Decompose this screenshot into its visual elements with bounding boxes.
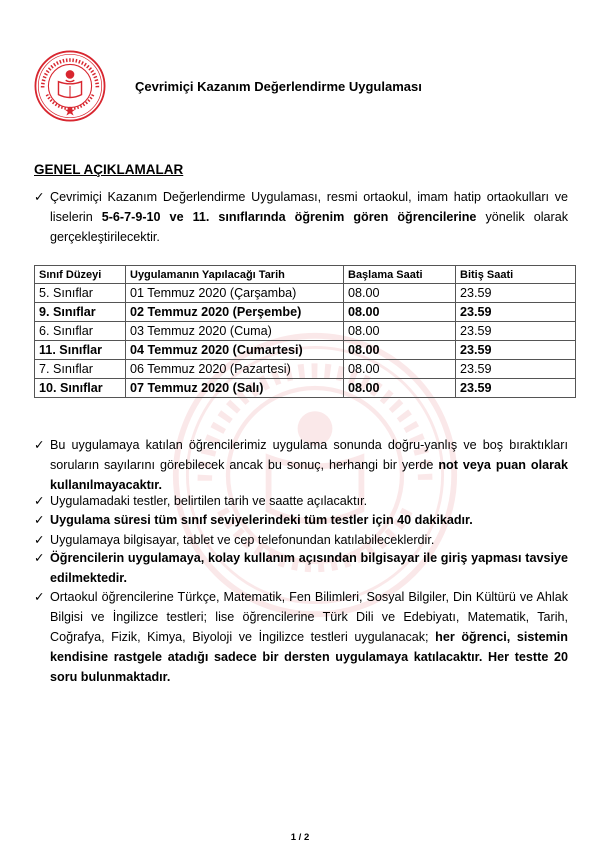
cell-level: 9. Sınıflar — [35, 303, 126, 322]
col-header-date: Uygulamanın Yapılacağı Tarih — [126, 266, 344, 284]
cell-end: 23.59 — [456, 360, 576, 379]
bullet-bold: not veya puan olarak kullanılmayacaktır. — [50, 458, 568, 492]
table-row — [35, 284, 576, 303]
col-header-end: Bitiş Saati — [456, 266, 576, 284]
cell-start: 08.00 — [344, 303, 456, 322]
table-row — [35, 322, 576, 341]
check-icon: ✓ — [34, 590, 45, 604]
cell-level: 7. Sınıflar — [35, 360, 126, 379]
bullet-devices — [34, 530, 568, 550]
bullet-bold: Uygulama süresi tüm sınıf seviyelerindeki tüm testler için 40 dakikadır. — [50, 513, 473, 527]
check-icon: ✓ — [34, 438, 45, 452]
bullet-subjects — [34, 587, 568, 687]
cell-level: 11. Sınıflar — [35, 341, 126, 360]
cell-end: 23.59 — [456, 303, 576, 322]
cell-end: 23.59 — [456, 284, 576, 303]
cell-start: 08.00 — [344, 360, 456, 379]
col-header-level: Sınıf Düzeyi — [35, 266, 126, 284]
cell-end: 23.59 — [456, 341, 576, 360]
check-icon: ✓ — [34, 190, 45, 204]
cell-level: 6. Sınıflar — [35, 322, 126, 341]
cell-date: 07 Temmuz 2020 (Salı) — [126, 379, 344, 398]
bullet-recommendation — [34, 548, 568, 588]
cell-date: 04 Temmuz 2020 (Cumartesi) — [126, 341, 344, 360]
cell-end: 23.59 — [456, 379, 576, 398]
bullet-bold: her öğrenci, sistemin kendisine rastgele atadığı sadece bir dersten uygulamaya katılacaktır. Her testte 20 soru bulunmaktadır. — [50, 630, 568, 684]
table-header-row — [35, 266, 576, 284]
bullet-results — [34, 435, 568, 495]
cell-start: 08.00 — [344, 284, 456, 303]
intro-text-1: Çevrimiçi Kazanım Değerlendirme Uygulaması, resmi ortaokul, imam hatip ortaokulları ve liselerin — [50, 190, 568, 224]
cell-date: 03 Temmuz 2020 (Cuma) — [126, 322, 344, 341]
col-header-start: Başlama Saati — [344, 266, 456, 284]
cell-start: 08.00 — [344, 341, 456, 360]
table-row — [35, 360, 576, 379]
table-row — [35, 379, 576, 398]
table-row — [35, 341, 576, 360]
cell-date: 06 Temmuz 2020 (Pazartesi) — [126, 360, 344, 379]
schedule-table — [34, 265, 576, 398]
document-title: Çevrimiçi Kazanım Değerlendirme Uygulaması — [135, 79, 422, 94]
cell-date: 01 Temmuz 2020 (Çarşamba) — [126, 284, 344, 303]
meb-seal-logo-icon — [34, 50, 106, 122]
cell-date: 02 Temmuz 2020 (Perşembe) — [126, 303, 344, 322]
table-row — [35, 303, 576, 322]
cell-start: 08.00 — [344, 322, 456, 341]
check-icon: ✓ — [34, 551, 45, 565]
bullet-text: Bu uygulamaya katılan öğrencilerimiz uygulama sonunda doğru-yanlış ve boş bıraktıkları soruların sayılarını görebilecek ancak bu sonuç, herhangi bir yerde — [50, 438, 568, 472]
cell-start: 08.00 — [344, 379, 456, 398]
page-number: 1 / 2 — [290, 832, 310, 843]
bullet-duration — [34, 510, 568, 530]
intro-text-2: yönelik olarak gerçekleştirilecektir. — [50, 210, 568, 244]
cell-level: 5. Sınıflar — [35, 284, 126, 303]
intro-paragraph — [34, 187, 568, 247]
bullet-text: Ortaokul öğrencilerine Türkçe, Matematik, Fen Bilimleri, Sosyal Bilgiler, Din Kültürü ve Ahlak Bilgisi ve İngilizce testleri; lise öğrencilerine Türk Dili ve Edebiyatı, Matematik, Tarih, Coğrafya, Fizik, Kimya, Biyoloji ve İngilizce testleri uygulanacak; — [50, 590, 568, 644]
bullet-bold: Öğrencilerin uygulamaya, kolay kullanım açısından bilgisayar ile giriş yapması tavsiye edilmektedir. — [50, 551, 568, 585]
check-icon: ✓ — [34, 494, 45, 508]
bullet-tests-open — [34, 491, 568, 511]
cell-end: 23.59 — [456, 322, 576, 341]
bullet-text: Uygulamadaki testler, belirtilen tarih ve saatte açılacaktır. — [50, 494, 368, 508]
cell-level: 10. Sınıflar — [35, 379, 126, 398]
check-icon: ✓ — [34, 513, 45, 527]
intro-bold: 5-6-7-9-10 ve 11. sınıflarında öğrenim gören öğrencilerine — [101, 210, 477, 224]
bullet-text: Uygulamaya bilgisayar, tablet ve cep telefonundan katılabileceklerdir. — [50, 533, 435, 547]
section-title: GENEL AÇIKLAMALAR — [34, 162, 184, 177]
check-icon: ✓ — [34, 533, 45, 547]
